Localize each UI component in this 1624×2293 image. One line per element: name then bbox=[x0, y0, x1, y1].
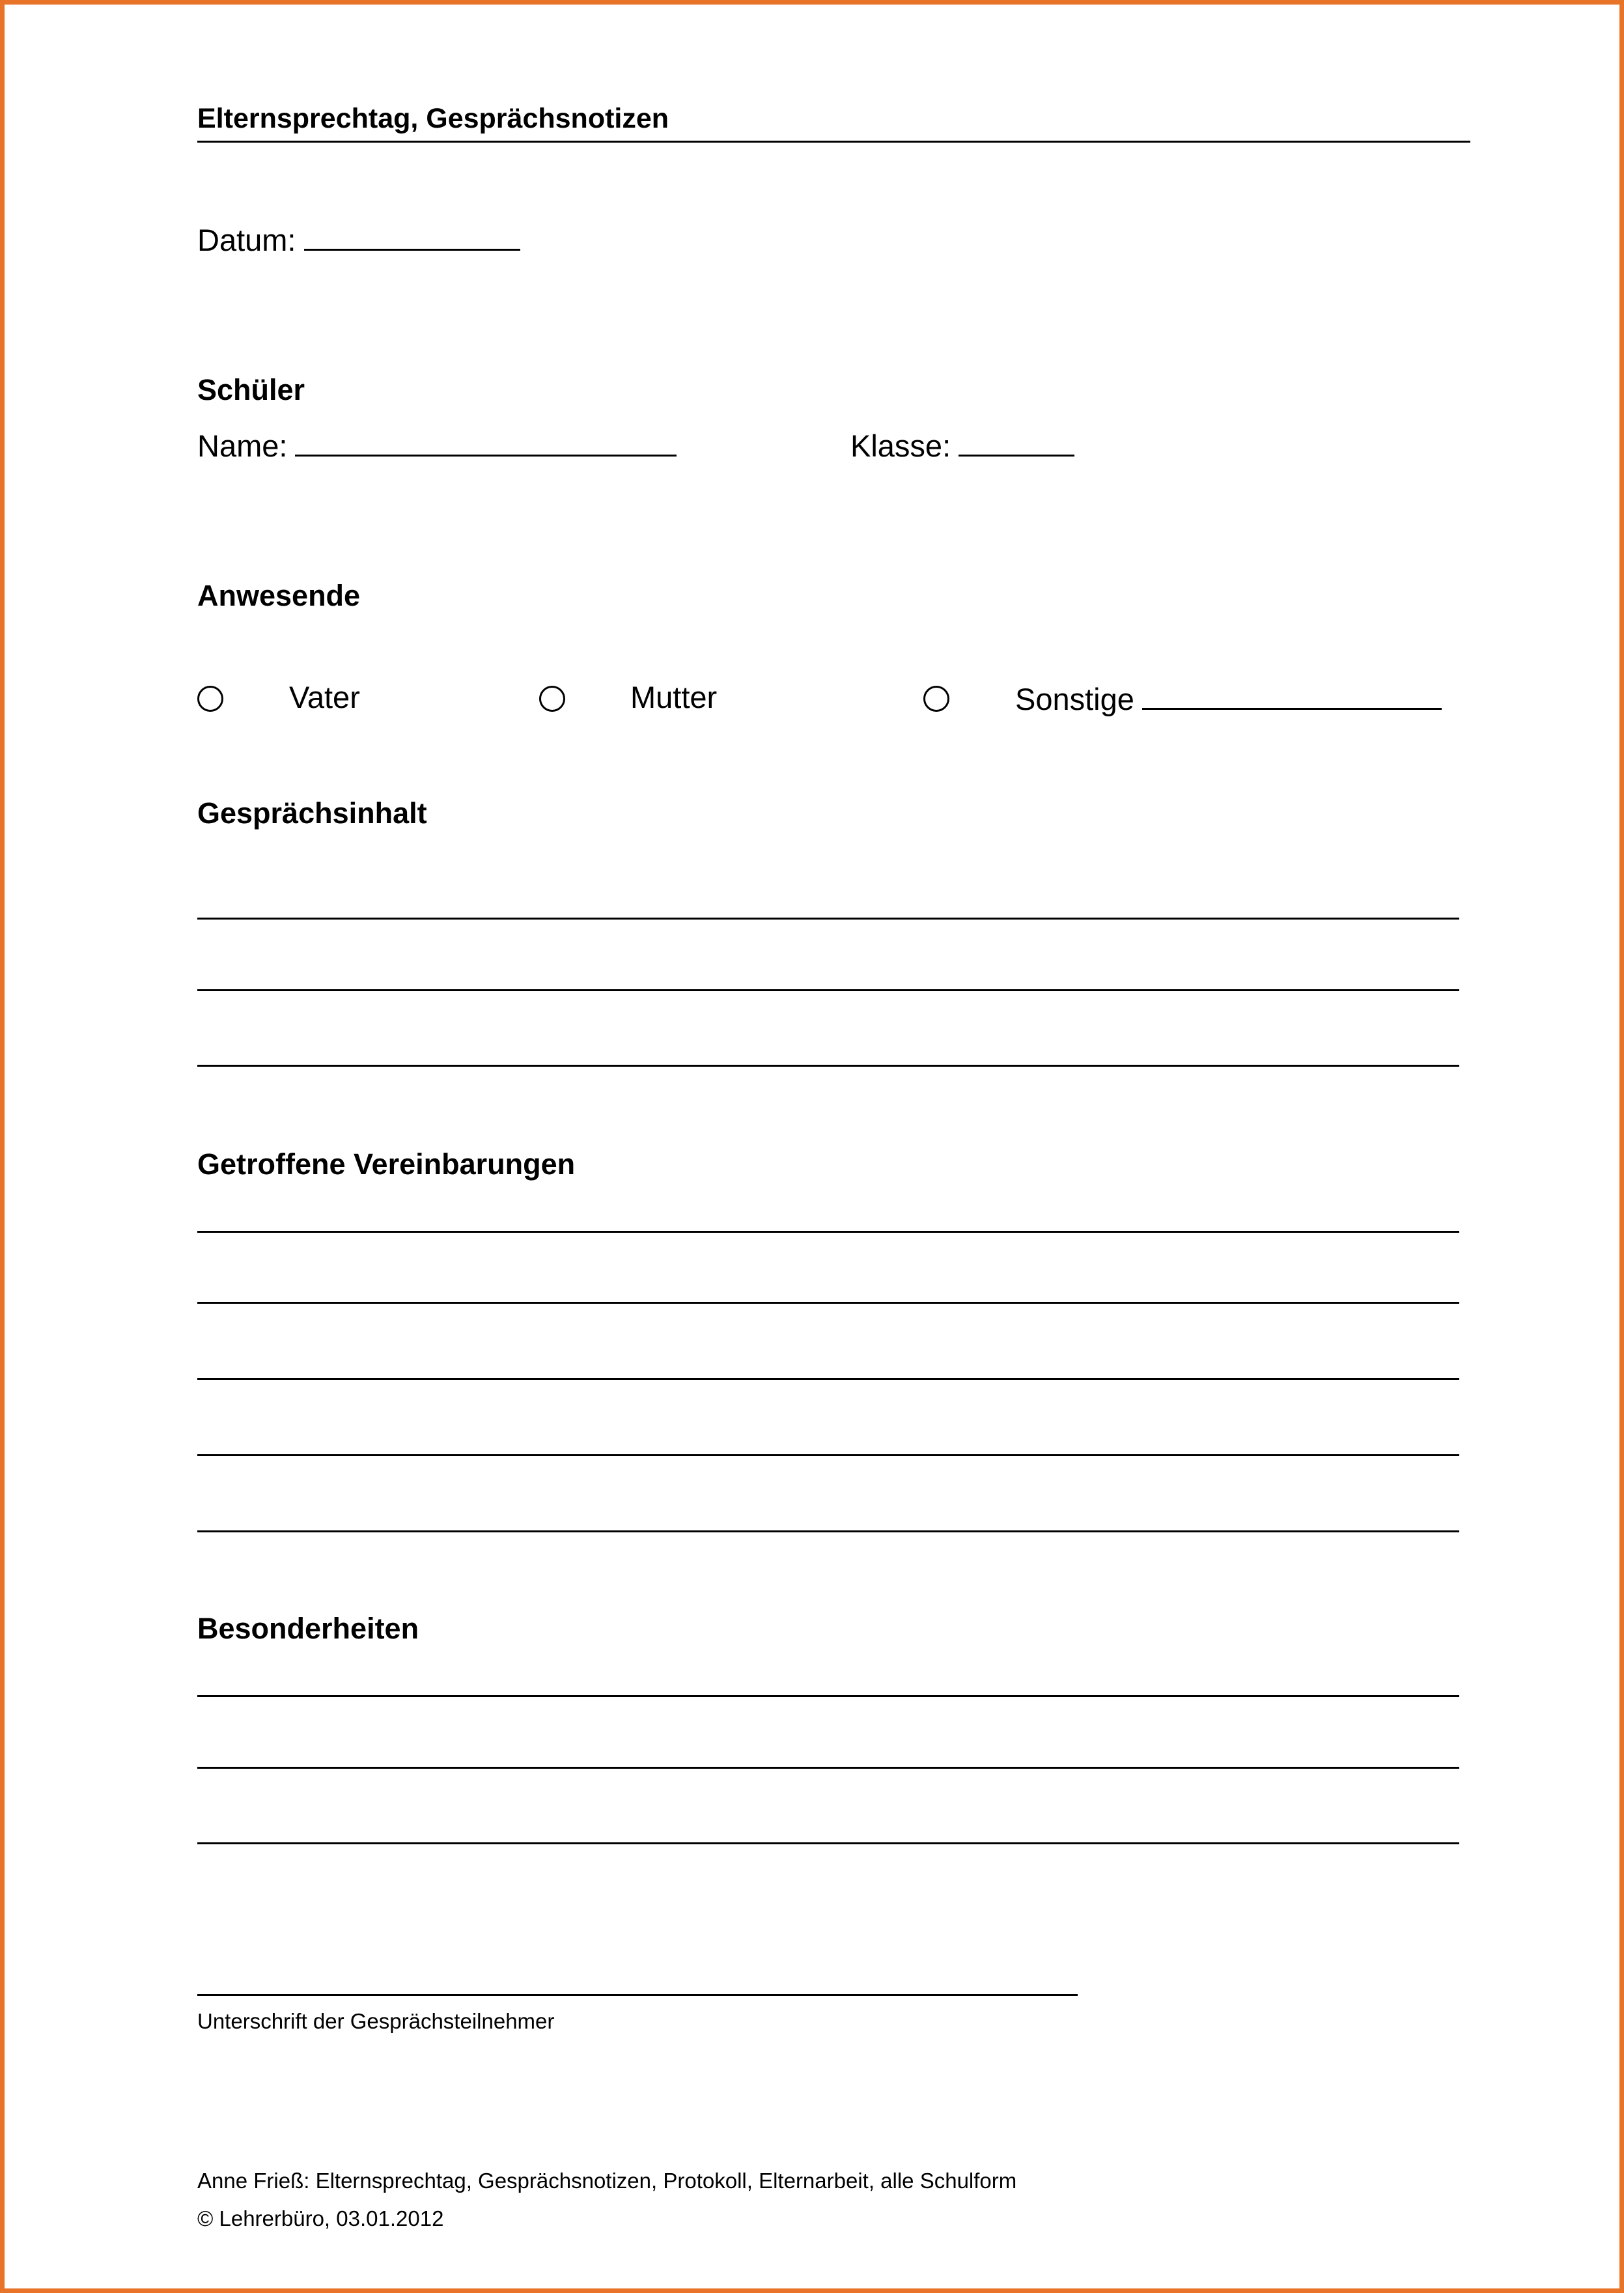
title-underline bbox=[197, 141, 1470, 143]
sonstige-row bbox=[1015, 679, 1442, 717]
gespraechsinhalt-heading: Gesprächsinhalt bbox=[197, 796, 427, 830]
klasse-row bbox=[850, 426, 1074, 464]
besonderheiten-line-3[interactable] bbox=[197, 1842, 1459, 1844]
vereinbarungen-line-5[interactable] bbox=[197, 1530, 1459, 1532]
page-title: Elternsprechtag, Gesprächsnotizen bbox=[197, 103, 669, 134]
vereinbarungen-line-2[interactable] bbox=[197, 1302, 1459, 1304]
klasse-field[interactable] bbox=[959, 426, 1074, 457]
vater-radio[interactable] bbox=[197, 686, 223, 712]
mutter-label: Mutter bbox=[630, 680, 718, 714]
gespraechsinhalt-line-2[interactable] bbox=[197, 989, 1459, 991]
datum-row bbox=[197, 220, 520, 258]
klasse-label: Klasse: bbox=[850, 429, 951, 463]
sonstige-radio[interactable] bbox=[923, 686, 949, 712]
besonderheiten-line-2[interactable] bbox=[197, 1767, 1459, 1769]
signature-label: Unterschrift der Gesprächsteilnehmer bbox=[197, 2009, 555, 2033]
sonstige-label: Sonstige bbox=[1015, 682, 1134, 716]
name-field[interactable] bbox=[295, 426, 677, 457]
datum-label: Datum: bbox=[197, 223, 296, 257]
datum-field[interactable] bbox=[304, 220, 520, 251]
vereinbarungen-line-4[interactable] bbox=[197, 1454, 1459, 1456]
vereinbarungen-line-1[interactable] bbox=[197, 1231, 1459, 1233]
footer-line-2: © Lehrerbüro, 03.01.2012 bbox=[197, 2206, 444, 2230]
gespraechsinhalt-line-3[interactable] bbox=[197, 1065, 1459, 1067]
anwesende-heading: Anwesende bbox=[197, 579, 361, 612]
schueler-heading: Schüler bbox=[197, 373, 305, 406]
name-row bbox=[197, 426, 677, 464]
besonderheiten-heading: Besonderheiten bbox=[197, 1612, 419, 1645]
besonderheiten-line-1[interactable] bbox=[197, 1695, 1459, 1697]
gespraechsinhalt-line-1[interactable] bbox=[197, 918, 1459, 920]
vereinbarungen-line-3[interactable] bbox=[197, 1378, 1459, 1380]
vater-label: Vater bbox=[289, 680, 360, 714]
mutter-radio[interactable] bbox=[539, 686, 565, 712]
vereinbarungen-heading: Getroffene Vereinbarungen bbox=[197, 1147, 576, 1181]
name-label: Name: bbox=[197, 429, 288, 463]
footer-line-1: Anne Frieß: Elternsprechtag, Gesprächsnotizen, Protokoll, Elternarbeit, alle Schulform bbox=[197, 2169, 1017, 2193]
sonstige-field[interactable] bbox=[1142, 679, 1442, 710]
signature-line[interactable] bbox=[197, 1994, 1078, 1996]
